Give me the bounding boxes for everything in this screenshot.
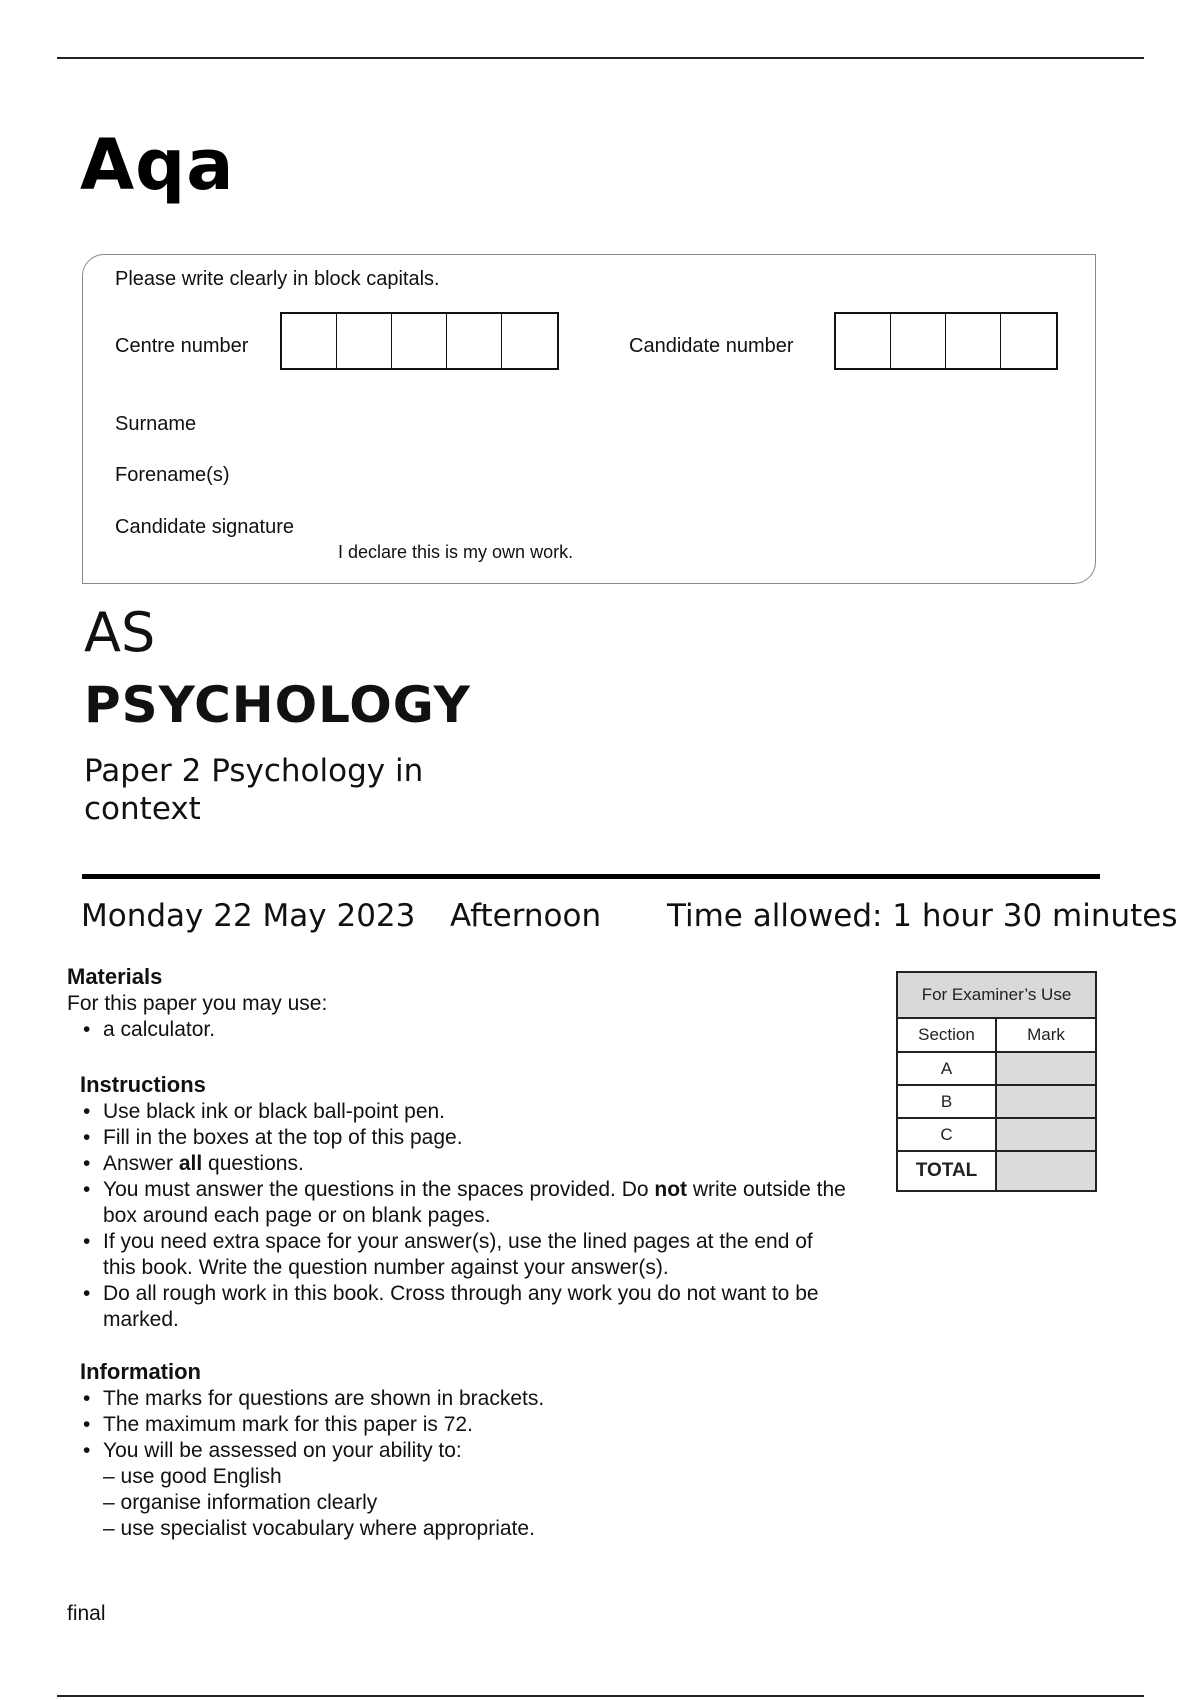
assessment-criterion: – use specialist vocabulary where appropriate. xyxy=(103,1517,535,1540)
section-row-label: C xyxy=(897,1118,996,1151)
information-item: • You will be assessed on your ability to: xyxy=(67,1438,847,1464)
block-capitals-instruction: Please write clearly in block capitals. xyxy=(115,268,440,290)
instruction-item: • Answer all questions. xyxy=(67,1151,847,1177)
information-item: • The marks for questions are shown in brackets. xyxy=(67,1386,847,1412)
mark-cell xyxy=(996,1052,1096,1085)
section-row-label: B xyxy=(897,1085,996,1118)
candidate-number-digit[interactable] xyxy=(946,314,1001,368)
forename-label: Forename(s) xyxy=(115,464,230,486)
subject-title: PSYCHOLOGY xyxy=(84,676,471,734)
materials-intro: For this paper you may use: xyxy=(67,992,328,1015)
exam-date: Monday 22 May 2023 xyxy=(81,898,416,934)
materials-heading: Materials xyxy=(67,964,163,989)
information-item: • The maximum mark for this paper is 72. xyxy=(67,1412,847,1438)
total-mark-cell xyxy=(996,1151,1096,1191)
heading-divider xyxy=(82,874,1100,879)
examiner-table-title: For Examiner’s Use xyxy=(897,972,1096,1018)
time-allowed: Time allowed: 1 hour 30 minutes xyxy=(667,898,1178,934)
aqa-logo: Aqa xyxy=(80,124,235,206)
instructions-heading: Instructions xyxy=(80,1072,206,1097)
centre-number-digit[interactable] xyxy=(337,314,392,368)
surname-label: Surname xyxy=(115,413,197,435)
assessment-criterion: – use good English xyxy=(103,1465,282,1488)
mark-cell xyxy=(996,1085,1096,1118)
instruction-item: • Use black ink or black ball-point pen. xyxy=(67,1099,847,1125)
materials-section xyxy=(67,963,847,1043)
assessment-criterion: – organise information clearly xyxy=(103,1491,378,1514)
instruction-item: • Do all rough work in this book. Cross through any work you do not want to be marked. xyxy=(67,1281,847,1333)
declaration-text: I declare this is my own work. xyxy=(338,542,574,562)
information-heading: Information xyxy=(80,1359,201,1384)
instructions-section xyxy=(67,1071,847,1333)
centre-number-digit[interactable] xyxy=(447,314,502,368)
instruction-item: • You must answer the questions in the spaces provided. Do not write outside the box around each page or on blank pages. xyxy=(67,1177,847,1229)
section-column-header: Section xyxy=(897,1018,996,1052)
exam-session: Afternoon xyxy=(450,898,602,934)
footer-code: final xyxy=(67,1602,106,1625)
instruction-item: • If you need extra space for your answer(s), use the lined pages at the end of this book. Write the question number against your answer(s). xyxy=(67,1229,847,1281)
mark-column-header: Mark xyxy=(996,1018,1096,1052)
centre-number-digit[interactable] xyxy=(392,314,447,368)
paper-title: Paper 2 Psychology in context xyxy=(84,753,424,827)
mark-cell xyxy=(996,1118,1096,1151)
candidate-number-digit[interactable] xyxy=(836,314,891,368)
signature-label: Candidate signature xyxy=(115,516,295,538)
information-section xyxy=(67,1358,847,1542)
top-rule xyxy=(57,57,1144,59)
candidate-number-field[interactable] xyxy=(834,312,1058,370)
candidate-details-box xyxy=(82,254,1096,584)
centre-number-digit[interactable] xyxy=(282,314,337,368)
qualification-level: AS xyxy=(84,601,156,664)
candidate-number-digit[interactable] xyxy=(1001,314,1056,368)
candidate-number-digit[interactable] xyxy=(891,314,946,368)
section-row-label: A xyxy=(897,1052,996,1085)
materials-item: • a calculator. xyxy=(67,1017,847,1043)
centre-number-label: Centre number xyxy=(115,335,249,357)
centre-number-field[interactable] xyxy=(280,312,559,370)
centre-number-digit[interactable] xyxy=(502,314,557,368)
candidate-number-label: Candidate number xyxy=(629,335,794,357)
examiner-use-table xyxy=(896,971,1097,1192)
total-label: TOTAL xyxy=(897,1151,996,1191)
bottom-rule xyxy=(57,1695,1144,1697)
instruction-item: • Fill in the boxes at the top of this page. xyxy=(67,1125,847,1151)
